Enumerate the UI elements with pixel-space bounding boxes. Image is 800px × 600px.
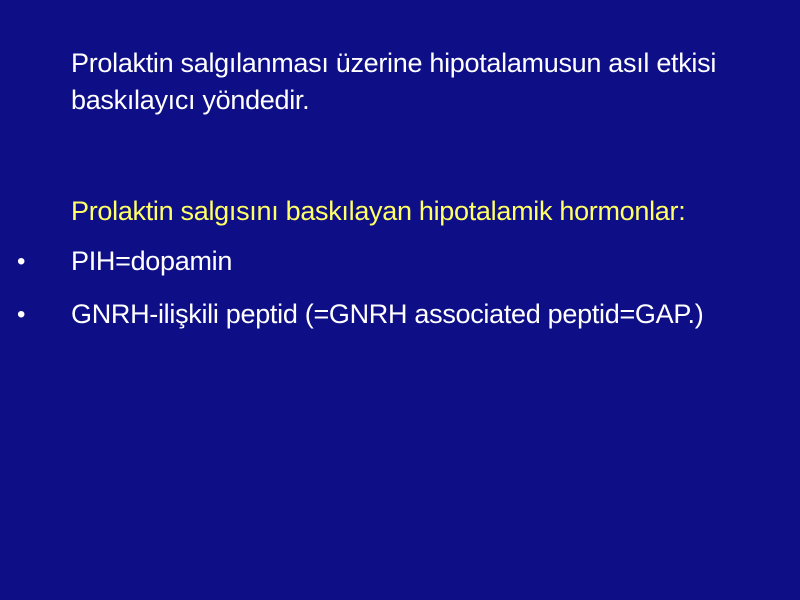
bullet-item-gap [0,296,800,333]
bullet-icon: • [17,248,26,275]
intro-line-2: baskılayıcı yöndedir. [71,85,310,115]
bullet-item-dopamine [0,243,800,280]
intro-paragraph [71,45,796,119]
hormones-heading: Prolaktin salgısını baskılayan hipotalamik hormonlar: [71,196,686,226]
bullet-text: GNRH-ilişkili peptid (=GNRH associated peptid=GAP.) [71,299,704,329]
bullet-text: PIH=dopamin [71,246,233,276]
bullet-icon: • [17,301,26,328]
intro-line-1: Prolaktin salgılanması üzerine hipotalamusun asıl etkisi [71,48,717,78]
